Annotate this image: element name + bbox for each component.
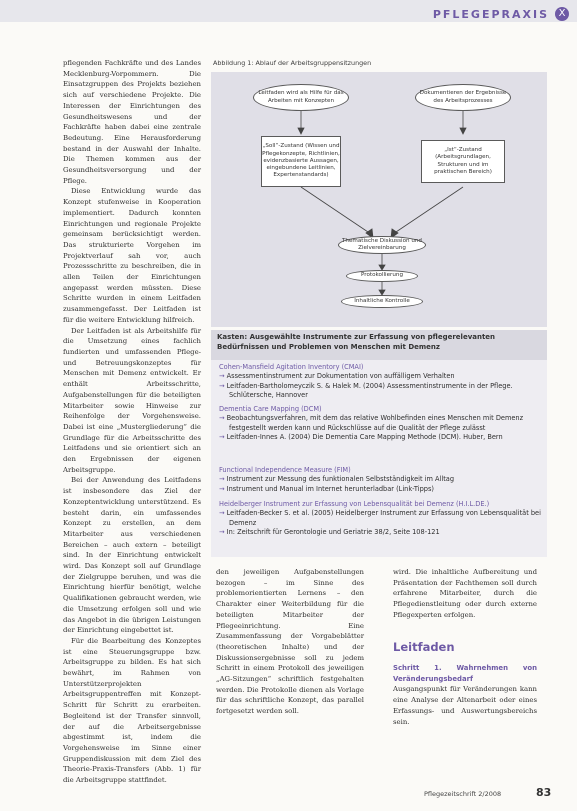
- box-section-hilde: [219, 500, 543, 538]
- node-diskussion: Thematische Diskussion und Zielvereinbarung: [338, 236, 426, 254]
- section-item: → Leitfaden-Becker S. et al. (2005) Heidelberger Instrument zur Erfassung von Lebensqualität bei Demenz: [219, 509, 543, 528]
- node-kontrolle: Inhaltliche Kontrolle: [341, 295, 423, 308]
- col1-paragraph: Für die Bearbeitung des Konzeptes ist eine Steuerungsgruppe bzw. Arbeitsgruppe zu bilden. Es hat sich bewährt, im Rahmen von Unterstützerprojekten Arbeitsgruppentreffen mit Konzept-Schritt für Schritt zu erarbeiten. Begleitend ist der Transfer sinnvoll, der auf die Arbeitsergebnisse abgestimmt ist, indem die Vorgehensweise im Sinne einer Gruppendiskussion mit dem Ziel des Theorie-Praxis-Transfers (Abb. 1) für die Arbeitsgruppe stattfindet.: [63, 636, 201, 785]
- page-number: 83: [536, 786, 552, 799]
- figure-caption: Abbildung 1: Ablauf der Arbeitsgruppensitzungen: [213, 59, 372, 67]
- info-box: [211, 330, 547, 557]
- step-heading: Schritt 1. Wahrnehmen von Veränderungsbedarf: [393, 664, 537, 683]
- node-dokumentieren: Dokumentieren der Ergebnisse des Arbeitsprozesses: [415, 84, 511, 111]
- page-header: [0, 0, 577, 22]
- section-heading: Leitfaden: [393, 640, 455, 654]
- section-item: → Leitfaden-Innes A. (2004) Die Dementia Care Mapping Methode (DCM). Huber, Bern: [219, 433, 543, 442]
- col3-paragraph: wird. Die inhaltliche Aufbereitung und Präsentation der Fachthemen soll durch erfahrene Mitarbeiter, durch die Pflegedienstleitung oder durch externe Pflegexperten erfolgen.: [393, 568, 537, 619]
- column-2: [216, 567, 364, 717]
- leitfaden-block: [393, 663, 537, 727]
- column-1: [63, 58, 201, 786]
- col1-paragraph: Bei der Anwendung des Leitfadens ist insbesondere das Ziel der Konzeptentwicklung unterstützend. Es besteht darin, ein umfassendes Konzept zu erstellen, an dem Mitarbeiter aus verschiedenen Bereichen – auch extern – beteiligt sind. In der Einrichtung entwickelt wird. Das Konzept soll auf Grundlage der Zielgruppe beruhen, und was die Einrichtung hierfür benötigt, welche Qualifikationen gebraucht werden, wie die Umsetzung erfolgen soll und wie das Angebot in die übrigen Leistungen der Einrichtung eingebettet ist.: [63, 476, 201, 635]
- node-protokoll: Protokollierung: [346, 270, 418, 282]
- section-item: → Instrument und Manual im Internet herunterladbar (Link-Tipps): [219, 485, 543, 494]
- col1-paragraph: Der Leitfaden ist als Arbeitshilfe für die Umsetzung eines fachlich fundierten und umfassenden Pflege- und Betreuungskonzeptes für Menschen mit Demenz entwickelt. Er enthält Arbeitsschritte, Aufgabenstellungen für die beteiligten Mitarbeiter sowie Hinweise zur Reihenfolge der Vorgehensweise. Dabei ist eine „Mustergliederung“ die Grundlage für die Arbeitsschritte des Leitfadens und sie orientiert sich an den Ergebnissen der eigenen Arbeitsgruppe.: [63, 326, 201, 474]
- col1-paragraph: Diese Entwicklung wurde das Konzept stufenweise in Kooperation implementiert. Dadurch konnten Einrichtungen und regionale Projekte gemeinsam berücksichtigt werden. Das strukturierte Vorgehen im Projektverlauf sah vor, auch Prozessschritte zu beschreiben, die in allen Teilen der Einrichtungen angepasst werden müssten. Diese Schritte wurden in einem Leitfaden zusammengefasst. Der Leitfaden ist für die weitere Entwicklung hilfreich.: [63, 187, 201, 324]
- node-leitfaden: Leitfaden wird als Hilfe für das Arbeiten mit Konzepten: [253, 84, 349, 111]
- figure-arrows: [211, 72, 547, 327]
- column-3: [393, 567, 537, 621]
- figure-panel: [211, 72, 547, 327]
- section-title: Cohen-Mansfield Agitation Inventory (CMAI): [219, 363, 364, 371]
- box-section-fim: [219, 466, 543, 494]
- section-item: → Beobachtungsverfahren, mit dem das relative Wohlbefinden eines Menschen mit Demenz festgestellt werden kann und Rückschlüsse auf die Qualität der Pflege zulässt: [219, 414, 543, 433]
- box-section-cmai: [219, 363, 543, 401]
- brand-title: PFLEGEPRAXIS: [432, 8, 549, 21]
- section-title: Heidelberger Instrument zur Erfassung von Lebensqualität bei Demenz (H.I.L.DE.): [219, 500, 490, 508]
- section-item: → Assessmentinstrument zur Dokumentation von auffälligem Verhalten: [219, 372, 543, 381]
- section-title: Dementia Care Mapping (DCM): [219, 405, 322, 413]
- col1-paragraph: pflegenden Fachkräfte und des Landes Mecklenburg-Vorpommern. Die Einsatzgruppen des Projekts beziehen sich auf verschiedene Projekte. Die Interessen der Einrichtungen des Gesundheitswesens und der Fachkräfte haben dabei eine zentrale Bedeutung. Eine Herausforderung bestand in der Auswahl der Inhalte. Die Themen kommen aus der Gesundheitsversorgung und der Pflege.: [63, 59, 201, 185]
- section-item: → Leitfaden-Bartholomeyczik S. & Halek M. (2004) Assessmentinstrumente in der Pflege. Schlütersche, Hannover: [219, 382, 543, 401]
- node-soll-zustand: „Soll“-Zustand (Wissen und Pflegekonzepte, Richtlinien, evidenzbasierte Aussagen, eingebundene Leitlinien, Expertenstandards): [261, 136, 341, 187]
- brand-x-icon: X: [555, 7, 569, 21]
- step-text: Ausgangspunkt für Veränderungen kann eine Analyse der Altenarbeit oder eines Erfassungs- und Auswertungsbereichs sein.: [393, 685, 537, 726]
- section-item: → Instrument zur Messung des funktionalen Selbstständigkeit im Alltag: [219, 475, 543, 484]
- col2-paragraph: den jeweiligen Aufgabenstellungen bezogen – im Sinne des problemorientierten Lernens – den Charakter einer Weiterbildung für die beteiligten Mitarbeiter der Pflegeeinrichtung. Eine Zusammenfassung der Vorgabeblätter (theoretischen Inhalte) und der Diskussionsergebnisse soll zu jedem Schritt in einem Protokoll des jeweiligen „AG-Sitzungen“ schriftlich festgehalten werden. Die Protokolle dienen als Vorlage für das schriftliche Konzept, das parallel fortgesetzt werden soll.: [216, 568, 364, 716]
- figure-workflow: [211, 57, 547, 327]
- box-section-dcm: [219, 405, 543, 443]
- section-title: Functional Independence Measure (FIM): [219, 466, 351, 474]
- footer-journal: Pflegezeitschrift 2/2008: [424, 790, 502, 798]
- box-title: Kasten: Ausgewählte Instrumente zur Erfassung von pflegerelevanten Bedürfnissen und Problemen von Menschen mit Demenz: [211, 330, 547, 360]
- section-item: → In: Zeitschrift für Gerontologie und Geriatrie 38/2, Seite 108-121: [219, 528, 543, 537]
- node-ist-zustand: „Ist“-Zustand (Arbeitsgrundlagen, Strukturen und im praktischen Bereich): [421, 140, 505, 183]
